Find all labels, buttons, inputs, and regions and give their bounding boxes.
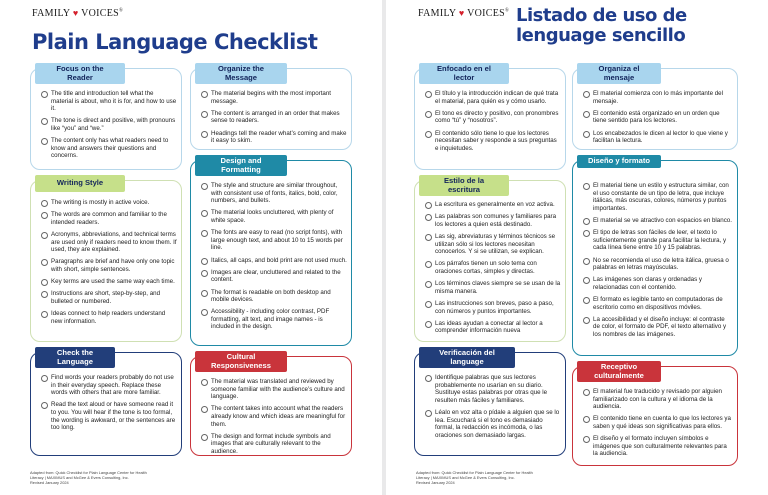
checklist-item[interactable]: El material comienza con lo más importante del mensaje. (583, 90, 733, 105)
heart-icon: ♥ (458, 8, 465, 18)
family-voices-logo: FAMILY ♥ VOICES® (418, 8, 510, 19)
checklist (201, 378, 347, 460)
checklist-item[interactable]: El contenido sólo tiene lo que los lectores necesitan saber y responde a sus preguntas e inquietudes. (425, 130, 561, 153)
section-focus-on-reader (414, 64, 566, 170)
checklist-item[interactable]: The words are common and familiar to the intended readers. (41, 211, 177, 226)
checklist-item[interactable]: Key terms are used the same way each time. (41, 278, 177, 286)
section-title: Organiza el mensaje (577, 63, 661, 84)
spanish-checklist-page (386, 0, 768, 495)
section-title: Receptivo culturalmente (577, 361, 661, 382)
section-title: Estilo de la escritura (419, 175, 509, 196)
page-title: Plain Language Checklist (32, 30, 318, 54)
section-title: Check the Language (35, 347, 115, 368)
checklist-item[interactable]: The title and introduction tell what the material is about, who it is for, and how to use it. (41, 90, 177, 113)
section-title: Focus on the Reader (35, 63, 125, 84)
checklist-item[interactable]: El título y la introducción indican de qué trata el material, para quién es y cómo usarlo. (425, 90, 561, 105)
section-cultural-responsiveness (190, 352, 352, 456)
checklist-item[interactable]: The tone is direct and positive, with pronouns like “you” and “we.” (41, 117, 177, 132)
checklist-item[interactable]: Find words your readers probably do not use in their everyday speech. Replace these words with others that are more familiar. (41, 374, 177, 397)
footer-adapted: Adapted from: Quick Checklist for Plain Language Center for Health Literacy | MAXIMUS and McGee & Evers Consulting, Inc. (30, 470, 147, 480)
checklist (583, 90, 733, 149)
checklist-item[interactable]: El contenido tiene en cuenta lo que los lectores ya saben y qué ideas son significativas para ellos. (583, 415, 733, 430)
checklist (425, 201, 561, 339)
section-title: Cultural Responsiveness (195, 351, 287, 372)
checklist-item[interactable]: Las instrucciones son breves, paso a paso, con números y puntos importantes. (425, 300, 561, 315)
checklist-item[interactable]: Ideas connect to help readers understand new information. (41, 310, 177, 325)
section-writing-style (414, 176, 566, 342)
checklist-item[interactable]: Accessibility - including color contrast, PDF formatting, alt text, and image names - is included in the design. (201, 308, 347, 331)
section-title: Design and Formatting (195, 155, 287, 176)
checklist-item[interactable]: El tipo de letras son fáciles de leer, el texto lo suficientemente grande para facilitar la lectura, y cada línea tiene entre 10 y 15 palabras. (583, 229, 733, 252)
section-focus-on-reader (30, 64, 182, 170)
footer-revised: Revised January 2024 (30, 480, 69, 485)
footer-revised: Revised January 2024 (416, 480, 455, 485)
family-voices-logo: FAMILY ♥ VOICES® (32, 8, 124, 19)
section-organize-message (572, 64, 738, 150)
heart-icon: ♥ (72, 8, 79, 18)
checklist-item[interactable]: El material tiene un estilo y estructura similar, con el uso constante de un tipo de letra, que incluye itálicas, más oscuras, colores, números y puntos importantes. (583, 182, 733, 212)
footer-credits (30, 470, 160, 485)
section-design-formatting (190, 156, 352, 346)
checklist-item[interactable]: Identifique palabras que sus lectores probablemente no usarían en su diario. Sustituye estas palabras por otras que le resulten más fáciles y familiares. (425, 374, 561, 404)
checklist-item[interactable]: The content is arranged in an order that makes sense to readers. (201, 110, 347, 125)
checklist-item[interactable]: Las imágenes son claras y ordenadas y relacionadas con el contenido. (583, 276, 733, 291)
checklist-item[interactable]: Las sig, abreviaturas y términos técnicos se utilizan sólo si los lectores necesitan conocerlos. Y si se utilizan, se explican. (425, 233, 561, 256)
footer-adapted: Adapted from: Quick Checklist for Plain Language Center for Health Literacy | MAXIMUS and McGee & Evers Consulting, Inc. (416, 470, 533, 480)
checklist-item[interactable]: Paragraphs are brief and have only one topic with short, simple sentences. (41, 258, 177, 273)
checklist-item[interactable]: Read the text aloud or have someone read it to you. You will hear if the tone is too formal, the wording is awkward, or the sentences are too long. (41, 401, 177, 431)
section-organize-message (190, 64, 352, 150)
checklist-item[interactable]: El contenido está organizado en un orden que tiene sentido para los lectores. (583, 110, 733, 125)
checklist-item[interactable]: Acronyms, abbreviations, and technical terms are used only if readers need to know them. If used, they are explained. (41, 231, 177, 254)
checklist-item[interactable]: The content takes into account what the readers already know and which ideas are meaningful for them. (201, 405, 347, 428)
checklist-item[interactable]: Las palabras son comunes y familiares para los lectores a quien está destinado. (425, 213, 561, 228)
checklist-item[interactable]: El tono es directo y positivo, con pronombres como “tú” y “nosotros”. (425, 110, 561, 125)
page-title: Listado de uso de lenguage sencillo (516, 5, 687, 46)
checklist-item[interactable]: Headings tell the reader what’s coming and make it easy to skim. (201, 130, 347, 145)
checklist-item[interactable]: The format is readable on both desktop and mobile devices. (201, 289, 347, 304)
checklist-item[interactable]: No se recomienda el uso de letra itálica, gruesa o palabras en letras mayúsculas. (583, 257, 733, 272)
checklist-item[interactable]: El diseño y el formato incluyen símbolos e imágenes que son culturalmente relevantes para la audiencia. (583, 435, 733, 458)
english-checklist-page (0, 0, 382, 495)
checklist-item[interactable]: Los términos claves siempre se se usan de la misma manera. (425, 280, 561, 295)
checklist-item[interactable]: Las ideas ayudan a conectar al lector a comprender información nueva (425, 320, 561, 335)
checklist-item[interactable]: The content only has what readers need to know and answers their questions and concerns. (41, 137, 177, 160)
checklist-item[interactable]: Los encabezados le dicen al lector lo que viene y facilitan la lectura. (583, 130, 733, 145)
checklist-item[interactable]: The style and structure are similar throughout, with consistent use of fonts, italics, bold, color, numbers, and bullets. (201, 182, 347, 205)
section-writing-style (30, 180, 182, 342)
section-check-language (30, 348, 182, 456)
checklist-item[interactable]: The material was translated and reviewed by someone familiar with the audience’s culture and language. (201, 378, 347, 401)
checklist-item[interactable]: La escritura es generalmente en voz activa. (425, 201, 561, 209)
checklist-item[interactable]: The writing is mostly in active voice. (41, 199, 177, 207)
checklist (41, 199, 177, 330)
section-title: Verificación del language (419, 347, 515, 368)
checklist-item[interactable]: El material se ve atractivo con espacios en blanco. (583, 217, 733, 225)
checklist-item[interactable]: Images are clear, uncluttered and related to the content. (201, 269, 347, 284)
section-title: Writing Style (35, 175, 125, 192)
checklist-item[interactable]: The design and format include symbols and images that are culturally relevant to the audience. (201, 433, 347, 456)
checklist (201, 90, 347, 149)
checklist (425, 90, 561, 157)
checklist-item[interactable]: El formato es legible tanto en computadoras de escritorio como en dispositivos móviles. (583, 296, 733, 311)
checklist (41, 90, 177, 165)
checklist (583, 388, 733, 463)
checklist-item[interactable]: Los párrafos tienen un solo tema con oraciones cortas, simples y directas. (425, 260, 561, 275)
section-check-language (414, 348, 566, 456)
checklist (41, 374, 177, 436)
checklist-item[interactable]: Léalo en voz alta o pídale a alguien que se lo lea. Escuchará si el tono es demasiado formal, la redacción es incómoda, o las oraciones son demasiado largas. (425, 409, 561, 439)
checklist-item[interactable]: Instructions are short, step-by-step, and bulleted or numbered. (41, 290, 177, 305)
section-title: Diseño y formato (577, 155, 661, 168)
footer-credits (416, 470, 546, 485)
section-title: Enfocado en el lector (419, 63, 509, 84)
checklist-item[interactable]: The material begins with the most important message. (201, 90, 347, 105)
checklist-item[interactable]: The material looks uncluttered, with plenty of white space. (201, 209, 347, 224)
checklist-item[interactable]: Italics, all caps, and bold print are not used much. (201, 257, 347, 265)
checklist-item[interactable]: The fonts are easy to read (no script fonts), with large enough text, and about 10 to 15 words per line. (201, 229, 347, 252)
checklist (425, 374, 561, 444)
checklist-item[interactable]: La accesibilidad y el diseño incluye: el contraste de color, el formato de PDF, el texto alternativo y los nombres de las imágenes. (583, 316, 733, 339)
checklist (583, 182, 733, 343)
section-design-formatting (572, 156, 738, 356)
checklist (201, 182, 347, 336)
section-title: Organize the Message (195, 63, 287, 84)
checklist-item[interactable]: El material fue traducido y revisado por alguien familiarizado con la cultura y el idioma de la audiencia. (583, 388, 733, 411)
section-cultural-responsiveness (572, 362, 738, 466)
